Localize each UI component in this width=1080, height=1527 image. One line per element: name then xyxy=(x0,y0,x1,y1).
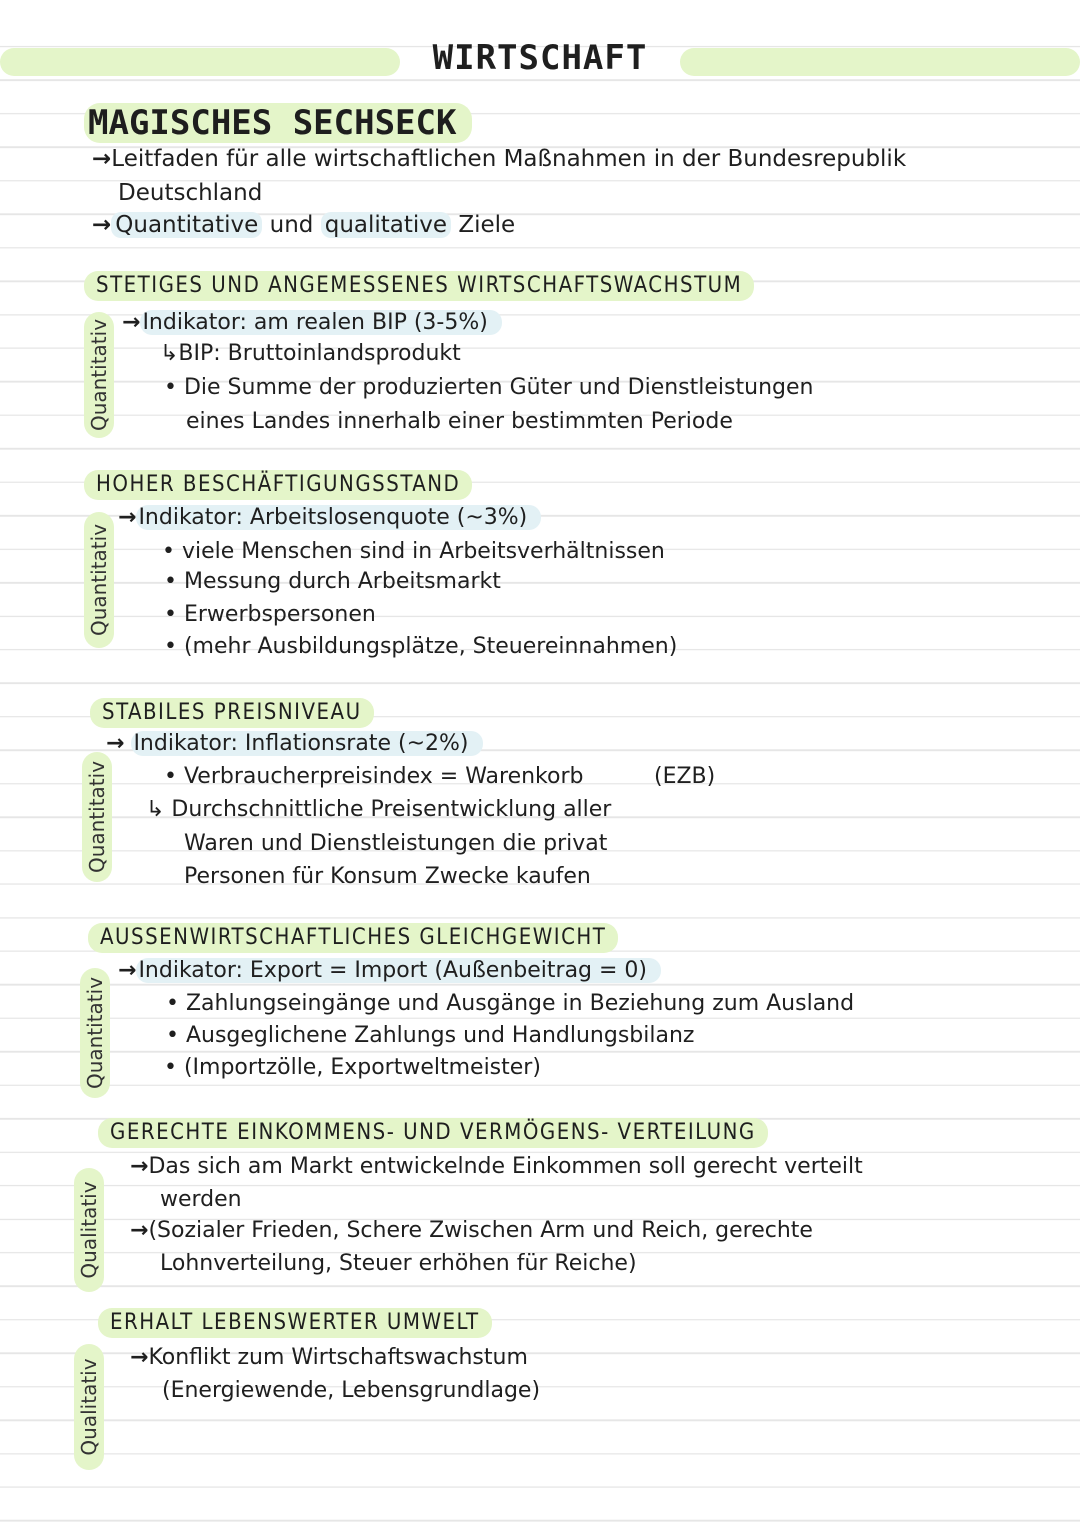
section-heading-preisniveau: STABILES PREISNIVEAU xyxy=(90,698,374,728)
side-label-qualitativ: Qualitativ xyxy=(74,1344,104,1470)
arrow-right-icon: → xyxy=(92,146,112,172)
section-heading-beschaeftigung: HOHER BESCHÄFTIGUNGSSTAND xyxy=(84,470,472,500)
arrow-right-icon: → xyxy=(130,1345,149,1370)
section-line: • (Importzölle, Exportweltmeister) xyxy=(164,1055,541,1080)
section-heading-umwelt: ERHALT LEBENSWERTER UMWELT xyxy=(98,1308,492,1338)
arrow-right-icon: → xyxy=(130,1218,149,1243)
section-line: • Die Summe der produzierten Güter und Dienstleistungen xyxy=(164,375,814,400)
side-label-quantitativ: Quantitativ xyxy=(82,752,112,882)
section-line: ↳ Durchschnittliche Preisentwicklung aller xyxy=(146,797,612,822)
indicator-aussenbeitrag: →Indikator: Export = Import (Außenbeitrag = 0) xyxy=(118,956,661,986)
section-line: • Verbraucherpreisindex = Warenkorb xyxy=(164,764,584,789)
intro-line-2: Deutschland xyxy=(118,180,263,206)
indicator-inflationsrate: → Indikator: Inflationsrate (~2%) xyxy=(106,729,483,759)
page-title: WIRTSCHAFT xyxy=(432,38,648,78)
arrow-right-icon: → xyxy=(118,958,137,983)
arrow-right-icon: → xyxy=(92,212,112,238)
section-line: • (mehr Ausbildungsplätze, Steuereinnahmen) xyxy=(164,634,678,659)
section-line: (Energiewende, Lebensgrundlage) xyxy=(162,1378,541,1403)
section-line: • Zahlungseingänge und Ausgänge in Beziehung zum Ausland xyxy=(166,991,855,1016)
arrow-right-icon: → xyxy=(106,731,125,756)
indicator-arbeitslosenquote: →Indikator: Arbeitslosenquote (~3%) xyxy=(118,503,541,533)
main-heading: MAGISCHES SECHSECK xyxy=(84,103,472,143)
section-line: • viele Menschen sind in Arbeitsverhältnissen xyxy=(162,539,665,564)
side-label-qualitativ: Qualitativ xyxy=(74,1168,104,1292)
section-heading-aussenwirtschaft: AUSSENWIRTSCHAFTLICHES GLEICHGEWICHT xyxy=(88,923,618,953)
intro-line-3: → Quantitative und qualitative Ziele xyxy=(92,212,516,238)
indicator-bip: →Indikator: am realen BIP (3-5%) xyxy=(122,308,502,338)
section-line: Personen für Konsum Zwecke kaufen xyxy=(184,864,591,889)
section-line: →Konflikt zum Wirtschaftswachstum xyxy=(130,1345,528,1370)
section-heading-wachstum: STETIGES UND ANGEMESSENES WIRTSCHAFTSWACHSTUM xyxy=(84,271,754,301)
arrow-right-icon: → xyxy=(130,1154,149,1179)
section-line: ↳BIP: Bruttoinlandsprodukt xyxy=(160,341,461,366)
section-line: Waren und Dienstleistungen die privat xyxy=(184,831,608,856)
section-line: →(Sozialer Frieden, Schere Zwischen Arm und Reich, gerechte xyxy=(130,1218,813,1243)
section-line: • Ausgeglichene Zahlungs und Handlungsbilanz xyxy=(166,1023,695,1048)
section-line: werden xyxy=(160,1187,242,1212)
section-line: eines Landes innerhalb einer bestimmten Periode xyxy=(186,409,733,434)
side-label-quantitativ: Quantitativ xyxy=(80,968,110,1098)
section-line: Lohnverteilung, Steuer erhöhen für Reiche) xyxy=(160,1251,637,1276)
side-label-quantitativ: Quantitativ xyxy=(84,512,114,648)
section-line: • Erwerbspersonen xyxy=(164,602,376,627)
arrow-right-icon: → xyxy=(118,505,137,530)
section-line: (EZB) xyxy=(654,764,716,789)
section-heading-einkommen: GERECHTE EINKOMMENS- UND VERMÖGENS- VERTEILUNG xyxy=(98,1118,768,1148)
side-label-quantitativ: Quantitativ xyxy=(84,312,114,438)
arrow-right-icon: → xyxy=(122,310,141,335)
section-line: →Das sich am Markt entwickelnde Einkommen soll gerecht verteilt xyxy=(130,1154,863,1179)
intro-line-1: →Leitfaden für alle wirtschaftlichen Maßnahmen in der Bundesrepublik xyxy=(92,146,907,172)
section-line: • Messung durch Arbeitsmarkt xyxy=(164,569,501,594)
